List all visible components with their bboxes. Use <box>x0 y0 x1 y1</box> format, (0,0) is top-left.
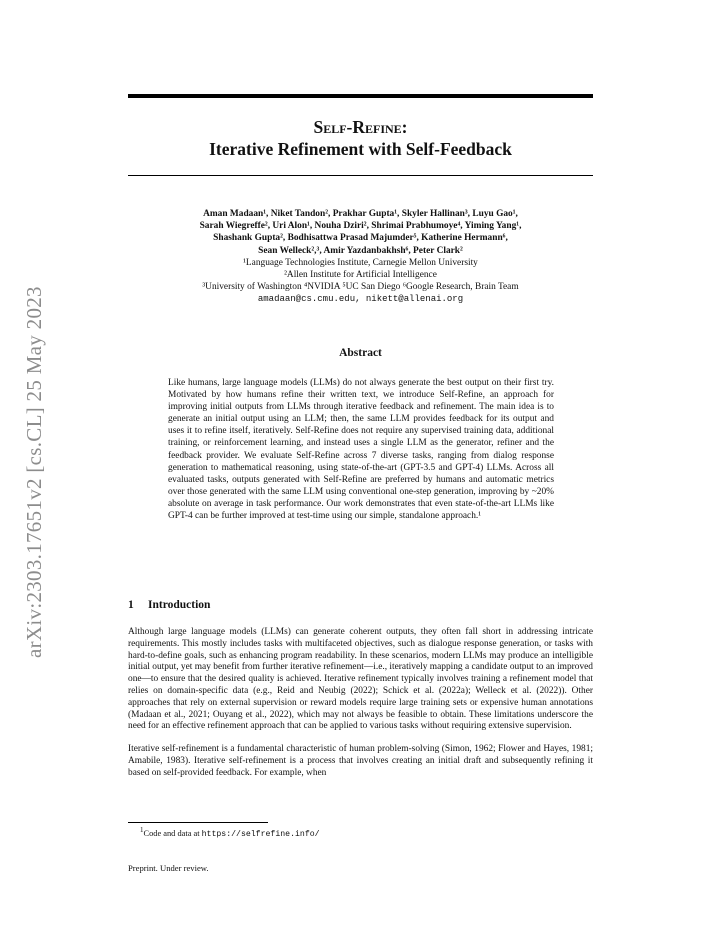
footnote-rule <box>128 822 268 823</box>
author-line-1: Aman Madaan¹, Niket Tandon², Prakhar Gupta¹, Skyler Hallinan³, Luyu Gao¹, <box>203 209 518 219</box>
affiliation-1: ¹Language Technologies Institute, Carnegie Mellon University <box>243 257 478 268</box>
footnote-mark: 1 <box>140 826 144 834</box>
section-number: 1 <box>128 599 134 611</box>
footnote-url-link[interactable]: https://selfrefine.info/ <box>201 829 320 839</box>
author-block <box>128 208 593 306</box>
paper-title <box>128 116 593 160</box>
author-line-2: Sarah Wiegreffe², Uri Alon¹, Nouha Dziri², Shrimai Prabhumoye⁴, Yiming Yang¹, <box>199 221 522 232</box>
preprint-note: Preprint. Under review. <box>128 863 209 873</box>
title-bottom-rule <box>128 175 593 176</box>
footnote <box>140 826 320 839</box>
title-line-2: Iterative Refinement with Self-Feedback <box>209 139 512 159</box>
intro-paragraph-1: Although large language models (LLMs) can generate coherent outputs, they often fall short in addressing intricate requirements. This mostly includes tasks with multifaceted objectives, such as dialogue response generation, or tasks with hard-to-define goals, such as enhancing program readability. In these scenarios, modern LLMs may produce an intelligible initial output, yet may benefit from further iterative refinement—i.e., iteratively mapping a candidate output to an improved one—to ensure that the desired quality is achieved. Iterative refinement typically involves training a refinement model that relies on domain-specific data (e.g., Reid and Neubig (2022); Schick et al. (2022a); Welleck et al. (2022)). Other approaches that rely on external supervision or reward models require large training sets or expensive human annotations (Madaan et al., 2021; Ouyang et al., 2022), which may not always be feasible to obtain. These limitations underscore the need for an effective refinement approach that can be applied to various tasks without requiring extensive supervision. <box>128 627 593 732</box>
section-heading-introduction <box>128 599 593 611</box>
section-title: Introduction <box>148 599 211 611</box>
footnote-text: Code and data at <box>143 828 202 838</box>
arxiv-identifier-stamp: arXiv:2303.17651v2 [cs.CL] 25 May 2023 <box>22 286 46 658</box>
title-top-rule <box>128 94 593 98</box>
author-line-3: Shashank Gupta², Bodhisattwa Prasad Majumder⁵, Katherine Hermann⁶, <box>213 233 508 244</box>
title-line-1: Self-Refine: <box>313 117 408 137</box>
abstract-heading: Abstract <box>339 347 382 359</box>
author-line-4: Sean Welleck²,³, Amir Yazdanbakhsh⁶, Peter Clark² <box>258 245 463 256</box>
affiliation-3: ³University of Washington ⁴NVIDIA ⁵UC San Diego ⁶Google Research, Brain Team <box>202 282 519 293</box>
author-emails: amadaan@cs.cmu.edu, nikett@allenai.org <box>257 294 464 305</box>
abstract-text: Like humans, large language models (LLMs) do not always generate the best output on their first try. Motivated by how humans refine their written text, we introduce Self-Refine, an approach for improving initial outputs from LLMs through iterative feedback and refinement. The main idea is to generate an initial output using an LLM; then, the same LLM provides feedback for its output and uses it to refine itself, iteratively. Self-Refine does not require any supervised training data, additional training, or reinforcement learning, and instead uses a single LLM as the generator, refiner and the feedback provider. We evaluate Self-Refine across 7 diverse tasks, ranging from dialog response generation to mathematical reasoning, using state-of-the-art (GPT-3.5 and GPT-4) LLMs. Across all evaluated tasks, outputs generated with Self-Refine are preferred by humans and automatic metrics over those generated with the same LLM using conventional one-step generation, improving by ~20% absolute on average in task performance. Our work demonstrates that even state-of-the-art LLMs like GPT-4 can be further improved at test-time using our simple, standalone approach.¹ <box>168 378 554 522</box>
affiliation-2: ²Allen Institute for Artificial Intelligence <box>284 270 437 281</box>
intro-paragraph-2: Iterative self-refinement is a fundamental characteristic of human problem-solving (Simon, 1962; Flower and Hayes, 1981; Amabile, 1983). Iterative self-refinement is a process that involves creating an initial draft and subsequently refining it based on self-provided feedback. For example, when <box>128 744 593 778</box>
